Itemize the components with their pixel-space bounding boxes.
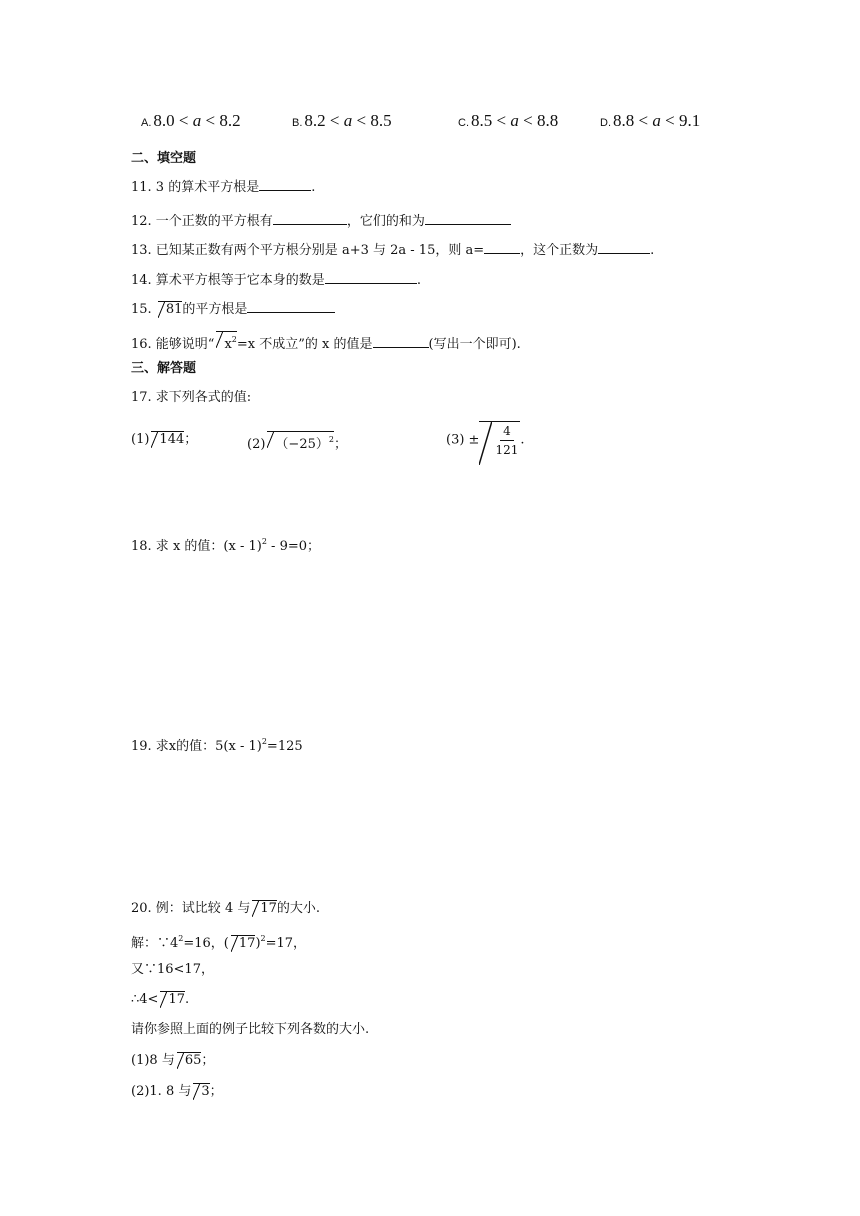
question-17-part-3: (3) ± $\frac{4}{121}$ . [446,421,525,459]
answer-blank[interactable] [373,334,429,348]
answer-blank[interactable] [325,270,417,284]
answer-blank[interactable] [247,299,335,313]
question-15: 15. 81的平方根是 [131,299,335,319]
option-a: A. 8.0 < a < 8.2 [141,111,241,130]
answer-blank[interactable] [484,240,520,254]
question-20-line-6: (1)8 与 65； [131,1053,215,1068]
question-17-part-2: (2) $(-25)^2$； [247,431,347,454]
question-14: 14. 算术平方根等于它本身的数是 . [131,270,421,290]
sqrt-sign: 81 [158,301,183,317]
answer-blank[interactable] [259,177,311,191]
answer-blank[interactable] [425,211,511,225]
question-17-title: 17. 求下列各式的值: [131,390,252,405]
question-11: 11. 3 的算术平方根是 . [131,177,315,197]
answer-blank[interactable] [273,211,347,225]
question-18: 18. 求 x 的值：(x - 1)$^2$ - 9=0； [131,537,320,554]
section-solve-heading: 三、解答题 [131,361,197,376]
option-d: D. 8.8 < a < 9.1 [600,111,701,130]
question-17-part-1: (1) 144； [131,432,198,447]
question-13: 13. 已知某正数有两个平方根分别是 a+3 与 2a - 15，则 a= ，这个正数为 . [131,240,654,260]
option-c: C. 8.5 < a < 8.8 [458,111,559,130]
question-20-line-2: 解：$\because 4^2=16$，( 17)$^2$=17， [131,934,307,951]
question-12: 12. 一个正数的平方根有 ，它们的和为 [131,211,511,231]
question-16: 16. 能够说明“ $x^2=x$ 不成立”的 x 的值是 (写出一个即可). [131,331,521,354]
sqrt-sign: $x^2$ [216,331,236,352]
question-20-line-4: ∴4< 17. [131,992,190,1007]
question-20-line-1: 20. 例：试比较 4 与 17的大小. [131,901,321,916]
answer-blank[interactable] [598,240,650,254]
option-b: B. 8.2 < a < 8.5 [292,111,392,130]
question-19: 19. 求x的值：5(x - 1)$^2$=125 [131,737,303,754]
question-20-line-3: 又∵16<17， [131,962,214,977]
question-20-line-7: (2)1. 8 与 3； [131,1084,223,1099]
question-20-line-5: 请你参照上面的例子比较下列各数的大小. [131,1022,370,1037]
section-fill-blank-heading: 二、填空题 [131,151,197,166]
